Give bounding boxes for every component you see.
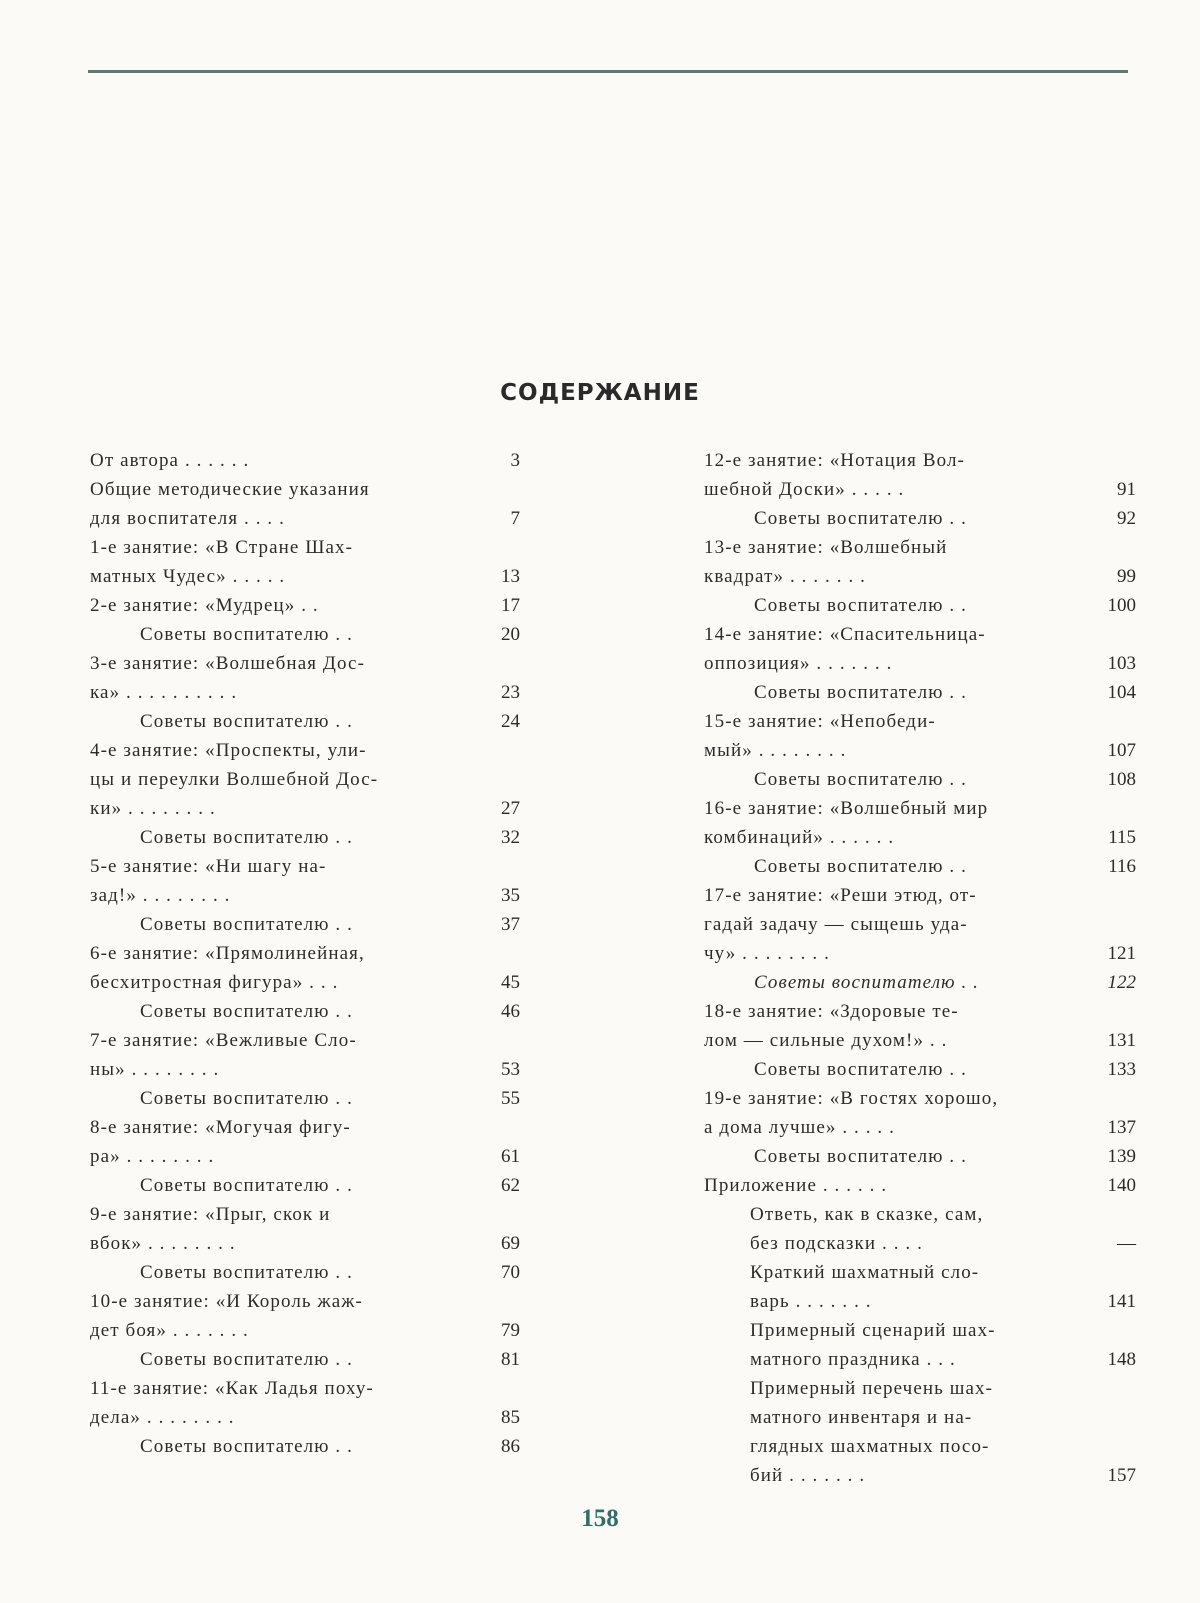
toc-entry	[90, 1084, 520, 1113]
toc-entry-page: 37	[501, 914, 520, 935]
toc-entry-title: Советы воспитателю . .	[754, 1059, 967, 1080]
toc-left-column	[90, 446, 520, 1461]
toc-entry-title: 11-е занятие: «Как Ладья поху- дела» . . . . . . . .	[90, 1378, 374, 1428]
toc-entry-page: 157	[1107, 1465, 1136, 1486]
toc-entry-page: 62	[501, 1175, 520, 1196]
toc-entry-title: Ответь, как в сказке, сам, без подсказки . . . .	[750, 1204, 984, 1254]
toc-entry-page: 104	[1107, 682, 1136, 703]
toc-entry	[704, 533, 1136, 591]
toc-entry-title: 4-е занятие: «Проспекты, ули- цы и переулки Волшебной Дос- ки» . . . . . . . .	[90, 740, 379, 819]
toc-entry	[704, 1258, 1136, 1316]
toc-entry-title: Советы воспитателю . .	[140, 624, 353, 645]
toc-entry	[90, 736, 520, 823]
toc-entry	[704, 1171, 1136, 1200]
toc-entry	[90, 939, 520, 997]
toc-entry	[90, 1374, 520, 1432]
toc-entry-page: 23	[501, 682, 520, 703]
toc-entry-title: Краткий шахматный сло- варь . . . . . . .	[750, 1262, 980, 1312]
toc-entry-page: 61	[501, 1146, 520, 1167]
toc-entry-title: 3-е занятие: «Волшебная Дос- ка» . . . . . . . . . .	[90, 653, 366, 703]
toc-entry-page: 35	[501, 885, 520, 906]
toc-entry-page: 13	[501, 566, 520, 587]
toc-entry	[704, 678, 1136, 707]
toc-entry	[90, 1287, 520, 1345]
toc-entry-title: Советы воспитателю . .	[140, 711, 353, 732]
toc-entry-title: От автора . . . . . .	[90, 450, 250, 471]
toc-entry-title: 14-е занятие: «Спасительница- оппозиция» . . . . . . .	[704, 624, 986, 674]
toc-entry	[90, 852, 520, 910]
toc-entry-page: 103	[1107, 653, 1136, 674]
toc-entry-page: 17	[501, 595, 520, 616]
toc-entry	[90, 1026, 520, 1084]
toc-entry-page: 70	[501, 1262, 520, 1283]
toc-entry-page: 46	[501, 1001, 520, 1022]
toc-entry-page: 139	[1107, 1146, 1136, 1167]
toc-entry-page: 27	[501, 798, 520, 819]
toc-entry-page: 55	[501, 1088, 520, 1109]
toc-entry-page: 85	[501, 1407, 520, 1428]
toc-entry-title: Советы воспитателю . .	[140, 1088, 353, 1109]
toc-entry-title: Советы воспитателю . .	[140, 1262, 353, 1283]
toc-entry-page: 148	[1107, 1349, 1136, 1370]
toc-entry	[90, 823, 520, 852]
toc-entry-page: 7	[510, 508, 520, 529]
toc-entry	[704, 1055, 1136, 1084]
toc-entry-title: 2-е занятие: «Мудрец» . .	[90, 595, 319, 616]
toc-entry-title: 13-е занятие: «Волшебный квадрат» . . . . . . .	[704, 537, 948, 587]
toc-entry-page: 141	[1107, 1291, 1136, 1312]
toc-entry	[90, 1345, 520, 1374]
toc-entry-title: Советы воспитателю . .	[140, 1175, 353, 1196]
toc-entry-page: 45	[501, 972, 520, 993]
toc-entry-page: 20	[501, 624, 520, 645]
toc-entry	[90, 475, 520, 533]
toc-entry	[704, 591, 1136, 620]
toc-entry-title: 18-е занятие: «Здоровые те- лом — сильные духом!» . .	[704, 1001, 959, 1051]
page-title: СОДЕРЖАНИЕ	[500, 380, 700, 406]
toc-entry-title: Советы воспитателю . .	[140, 1001, 353, 1022]
toc-entry-title: 15-е занятие: «Непобеди- мый» . . . . . . . .	[704, 711, 936, 761]
toc-entry-page: 69	[501, 1233, 520, 1254]
toc-entry-title: 12-е занятие: «Нотация Вол- шебной Доски» . . . . .	[704, 450, 965, 500]
toc-entry	[90, 1258, 520, 1287]
toc-entry-page: 91	[1117, 479, 1136, 500]
toc-entry-title: Советы воспитателю . .	[754, 856, 967, 877]
toc-entry-page: 86	[501, 1436, 520, 1457]
toc-entry-page: 99	[1117, 566, 1136, 587]
toc-entry-title: Приложение . . . . . .	[704, 1175, 888, 1196]
toc-entry-page: 100	[1107, 595, 1136, 616]
toc-entry-title: 7-е занятие: «Вежливые Сло- ны» . . . . . . . .	[90, 1030, 357, 1080]
toc-entry	[90, 591, 520, 620]
toc-entry-page: 53	[501, 1059, 520, 1080]
toc-entry-title: Советы воспитателю . .	[140, 1436, 353, 1457]
toc-entry-page: 79	[501, 1320, 520, 1341]
toc-entry	[704, 852, 1136, 881]
toc-entry	[704, 997, 1136, 1055]
toc-entry-page: —	[1117, 1233, 1136, 1254]
toc-entry	[704, 446, 1136, 504]
toc-entry-title: Советы воспитателю . .	[140, 1349, 353, 1370]
toc-entry	[704, 707, 1136, 765]
toc-entry-title: 1-е занятие: «В Стране Шах- матных Чудес» . . . . .	[90, 537, 354, 587]
toc-entry-title: 9-е занятие: «Прыг, скок и вбок» . . . . . . . .	[90, 1204, 331, 1254]
toc-entry	[90, 997, 520, 1026]
toc-entry-page: 116	[1108, 856, 1136, 877]
toc-entry-title: Советы воспитателю . .	[754, 682, 967, 703]
toc-entry	[704, 620, 1136, 678]
toc-entry-title: Примерный сценарий шах- матного праздника . . .	[750, 1320, 996, 1370]
toc-entry-page: 137	[1107, 1117, 1136, 1138]
toc-entry-page: 115	[1108, 827, 1136, 848]
toc-right-column	[704, 446, 1136, 1490]
toc-entry	[90, 649, 520, 707]
toc-entry-title: 6-е занятие: «Прямолинейная, бесхитростная фигура» . . .	[90, 943, 365, 993]
toc-entry	[704, 1316, 1136, 1374]
toc-entry	[90, 910, 520, 939]
toc-entry	[704, 794, 1136, 852]
toc-entry-title: 5-е занятие: «Ни шагу на- зад!» . . . . . . . .	[90, 856, 327, 906]
toc-entry	[90, 1432, 520, 1461]
toc-entry-title: Советы воспитателю . .	[754, 769, 967, 790]
toc-entry-title: Советы воспитателю . .	[754, 972, 980, 993]
toc-entry-title: Советы воспитателю . .	[140, 914, 353, 935]
toc-entry-title: 8-е занятие: «Могучая фигу- ра» . . . . . . . .	[90, 1117, 351, 1167]
toc-entry	[704, 1374, 1136, 1490]
toc-entry	[704, 765, 1136, 794]
toc-entry	[704, 1084, 1136, 1142]
toc-entry	[90, 1113, 520, 1171]
toc-entry-page: 121	[1107, 943, 1136, 964]
toc-entry-page: 140	[1107, 1175, 1136, 1196]
toc-entry-title: 19-е занятие: «В гостях хорошо, а дома лучше» . . . . .	[704, 1088, 999, 1138]
toc-entry	[90, 707, 520, 736]
toc-entry	[90, 620, 520, 649]
toc-entry-page: 92	[1117, 508, 1136, 529]
toc-entry-title: 10-е занятие: «И Король жаж- дет боя» . . . . . . .	[90, 1291, 363, 1341]
toc-entry-title: Общие методические указания для воспитателя . . . .	[90, 479, 370, 529]
toc-entry	[704, 881, 1136, 968]
page-number: 158	[581, 1505, 619, 1532]
toc-entry-title: Советы воспитателю . .	[754, 1146, 967, 1167]
toc-entry-title: 16-е занятие: «Волшебный мир комбинаций» . . . . . .	[704, 798, 989, 848]
toc-entry-page: 3	[510, 450, 520, 471]
toc-entry	[704, 504, 1136, 533]
toc-entry-page: 122	[1107, 972, 1136, 993]
toc-entry-title: 17-е занятие: «Реши этюд, от- гадай задачу — сыщешь уда- чу» . . . . . . . .	[704, 885, 977, 964]
toc-entry-title: Советы воспитателю . .	[140, 827, 353, 848]
toc-entry-page: 107	[1107, 740, 1136, 761]
toc-entry	[90, 1200, 520, 1258]
toc-entry-page: 133	[1107, 1059, 1136, 1080]
toc-entry-title: Советы воспитателю . .	[754, 595, 967, 616]
toc-entry	[90, 446, 520, 475]
toc-entry-title: Советы воспитателю . .	[754, 508, 967, 529]
toc-entry	[704, 968, 1136, 997]
toc-entry	[704, 1200, 1136, 1258]
toc-entry	[90, 1171, 520, 1200]
toc-entry-page: 81	[501, 1349, 520, 1370]
toc-entry-page: 24	[501, 711, 520, 732]
toc-entry	[90, 533, 520, 591]
toc-entry-page: 32	[501, 827, 520, 848]
toc-entry-title: Примерный перечень шах- матного инвентаря и на- глядных шахматных посо- бий . . . . . . .	[750, 1378, 994, 1486]
toc-entry-page: 108	[1107, 769, 1136, 790]
toc-entry	[704, 1142, 1136, 1171]
top-rule	[88, 70, 1128, 73]
toc-entry-page: 131	[1107, 1030, 1136, 1051]
